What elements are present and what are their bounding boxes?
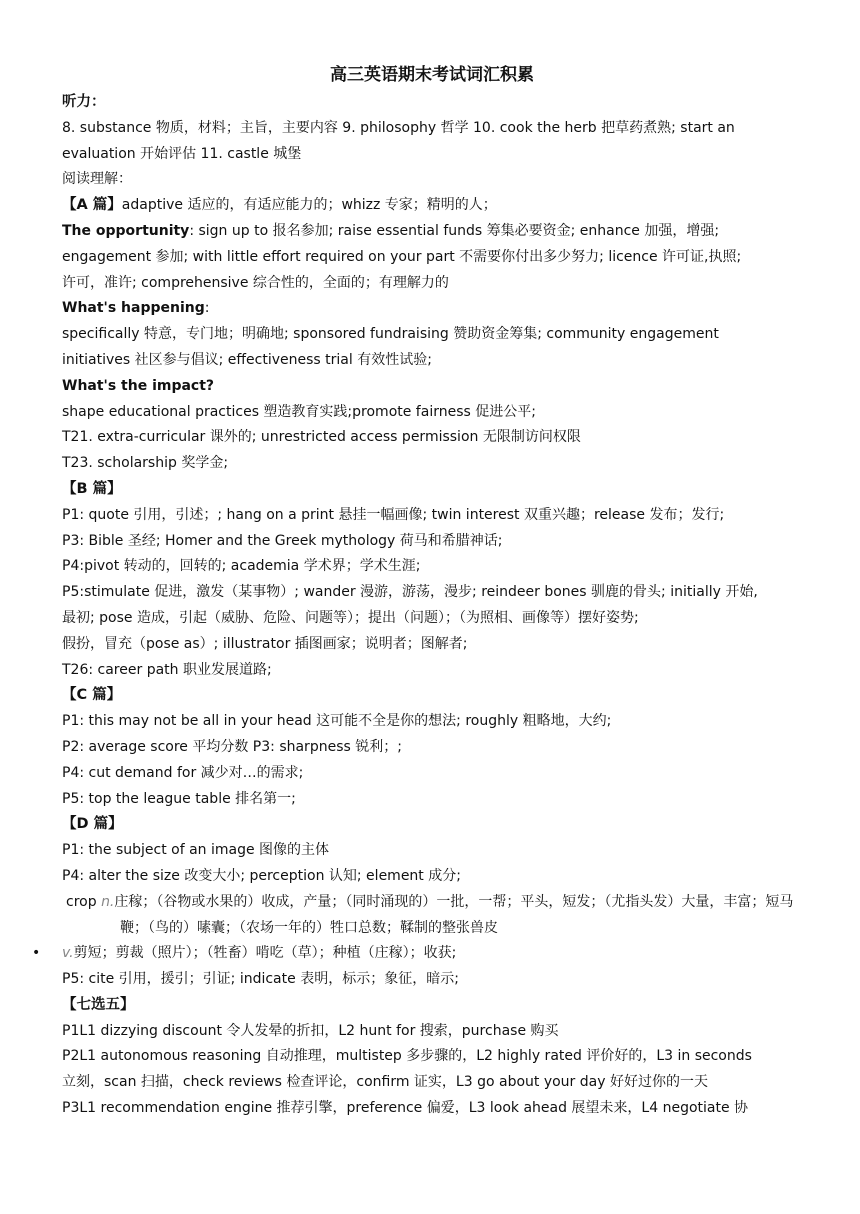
opportunity-text: : sign up to 报名参加; raise essential funds 筹集必要资金; enhance 加强，增强; — [189, 222, 720, 239]
section-b-p5: P5:stimulate 促进，激发（某事物）; wander 漫游，游荡，漫步; reindeer bones 驯鹿的骨头; initially 开始, — [62, 584, 758, 601]
opportunity-line: engagement 参加; with little effort required on your part 不需要你付出多少努力; licence 许可证,执照; — [62, 248, 742, 265]
opportunity-line — [62, 219, 802, 245]
t21-line: T21. extra-curricular 课外的; unrestricted access permission 无限制访问权限 — [62, 429, 581, 446]
section-d-heading: 【D 篇】 — [62, 816, 123, 833]
section-b-p1: P1: quote 引用，引述；; hang on a print 悬挂一幅画像; twin interest 双重兴趣；release 发布；发行; — [62, 506, 725, 523]
section-a-heading-line — [62, 193, 802, 219]
document-title: 高三英语期末考试词汇积累 — [330, 65, 534, 85]
crop-word: crop — [66, 893, 102, 910]
crop-verb-entry — [32, 941, 802, 967]
t23-line: T23. scholarship 奖学金; — [62, 455, 229, 472]
happening-line: initiatives 社区参与倡议; effectiveness trial 有效性试验; — [62, 351, 432, 368]
happening-heading-line — [62, 296, 802, 322]
document-page — [32, 62, 802, 1122]
reading-heading: 阅读理解： — [62, 171, 132, 188]
section-c-p2p3: P2: average score 平均分数 P3: sharpness 锐利；; — [62, 738, 402, 755]
section-c-p1: P1: this may not be all in your head 这可能不全是你的想法; roughly 粗略地，大约; — [62, 713, 612, 730]
listening-line: evaluation 开始评估 11. castle 城堡 — [62, 145, 302, 162]
happening-line: specifically 特意，专门地；明确地; sponsored fundraising 赞助资金筹集; community engagement — [62, 326, 719, 343]
happening-colon: : — [204, 300, 210, 317]
opportunity-label: The opportunity — [62, 222, 190, 239]
listening-heading: 听力： — [62, 94, 106, 110]
seven-five-p3: P3L1 recommendation engine 推荐引擎，preference 偏爱，L3 look ahead 展望未来，L4 negotiate 协 — [62, 1100, 749, 1117]
seven-five-p2: 立刻，scan 扫描，check reviews 检查评论，confirm 证实，L3 go about your day 好好过你的一天 — [62, 1074, 708, 1091]
section-d-p4: P4: alter the size 改变大小; perception 认知; element 成分; — [62, 867, 461, 884]
crop-verb-definition: 剪短；剪裁（照片）；（牲畜）啃吃（草）；种植（庄稼）；收获; — [73, 945, 457, 962]
crop-noun-pos: n. — [101, 893, 115, 910]
section-a-heading: 【A 篇】 — [62, 197, 122, 214]
section-b-p5: 最初; pose 造成，引起（威胁、危险、问题等）；提出（问题）；（为照相、画像等）摆好姿势; — [62, 609, 639, 626]
section-c-p4: P4: cut demand for 减少对…的需求; — [62, 764, 304, 781]
crop-verb-pos: v. — [62, 945, 74, 962]
section-d-p1: P1: the subject of an image 图像的主体 — [62, 842, 330, 859]
listening-line: 8. substance 物质，材料；主旨，主要内容 9. philosophy 哲学 10. cook the herb 把草药煮熟; start an — [62, 119, 735, 136]
section-b-t26: T26: career path 职业发展道路; — [62, 661, 272, 678]
section-b-p4: P4:pivot 转动的，回转的; academia 学术界；学术生涯; — [62, 558, 421, 575]
crop-noun-definition: 庄稼；（谷物或水果的）收成，产量；（同时涌现的）一批，一帮；平头，短发；（尤指头发）大量，丰富；短马鞭；（鸟的）嗉囊；（农场一年的）牲口总数；鞣制的整张兽皮 — [114, 893, 794, 936]
seven-five-p1: P1L1 dizzying discount 令人发晕的折扣，L2 hunt for 搜索，purchase 购买 — [62, 1022, 559, 1039]
crop-noun-entry — [62, 890, 802, 942]
section-a-words: adaptive 适应的，有适应能力的；whizz 专家；精明的人； — [121, 197, 497, 214]
impact-label: What's the impact? — [62, 377, 215, 394]
section-c-heading: 【C 篇】 — [62, 687, 122, 704]
section-b-p5: 假扮，冒充（pose as）; illustrator 插图画家；说明者；图解者; — [62, 635, 468, 652]
section-c-p5: P5: top the league table 排名第一; — [62, 790, 296, 807]
opportunity-line: 许可，准许; comprehensive 综合性的，全面的；有理解力的 — [62, 274, 449, 291]
section-b-p3: P3: Bible 圣经; Homer and the Greek mythology 荷马和希腊神话; — [62, 532, 503, 549]
impact-line: shape educational practices 塑造教育实践;promote fairness 促进公平; — [62, 403, 536, 420]
bullet-icon: • — [32, 945, 41, 962]
seven-five-heading: 【七选五】 — [62, 996, 135, 1013]
happening-label: What's happening — [62, 300, 205, 317]
section-b-heading: 【B 篇】 — [62, 480, 122, 497]
section-d-p5: P5: cite 引用，援引；引证; indicate 表明，标示；象征，暗示; — [62, 971, 459, 988]
seven-five-p2: P2L1 autonomous reasoning 自动推理，multistep 多步骤的，L2 highly rated 评价好的，L3 in seconds — [62, 1048, 752, 1065]
